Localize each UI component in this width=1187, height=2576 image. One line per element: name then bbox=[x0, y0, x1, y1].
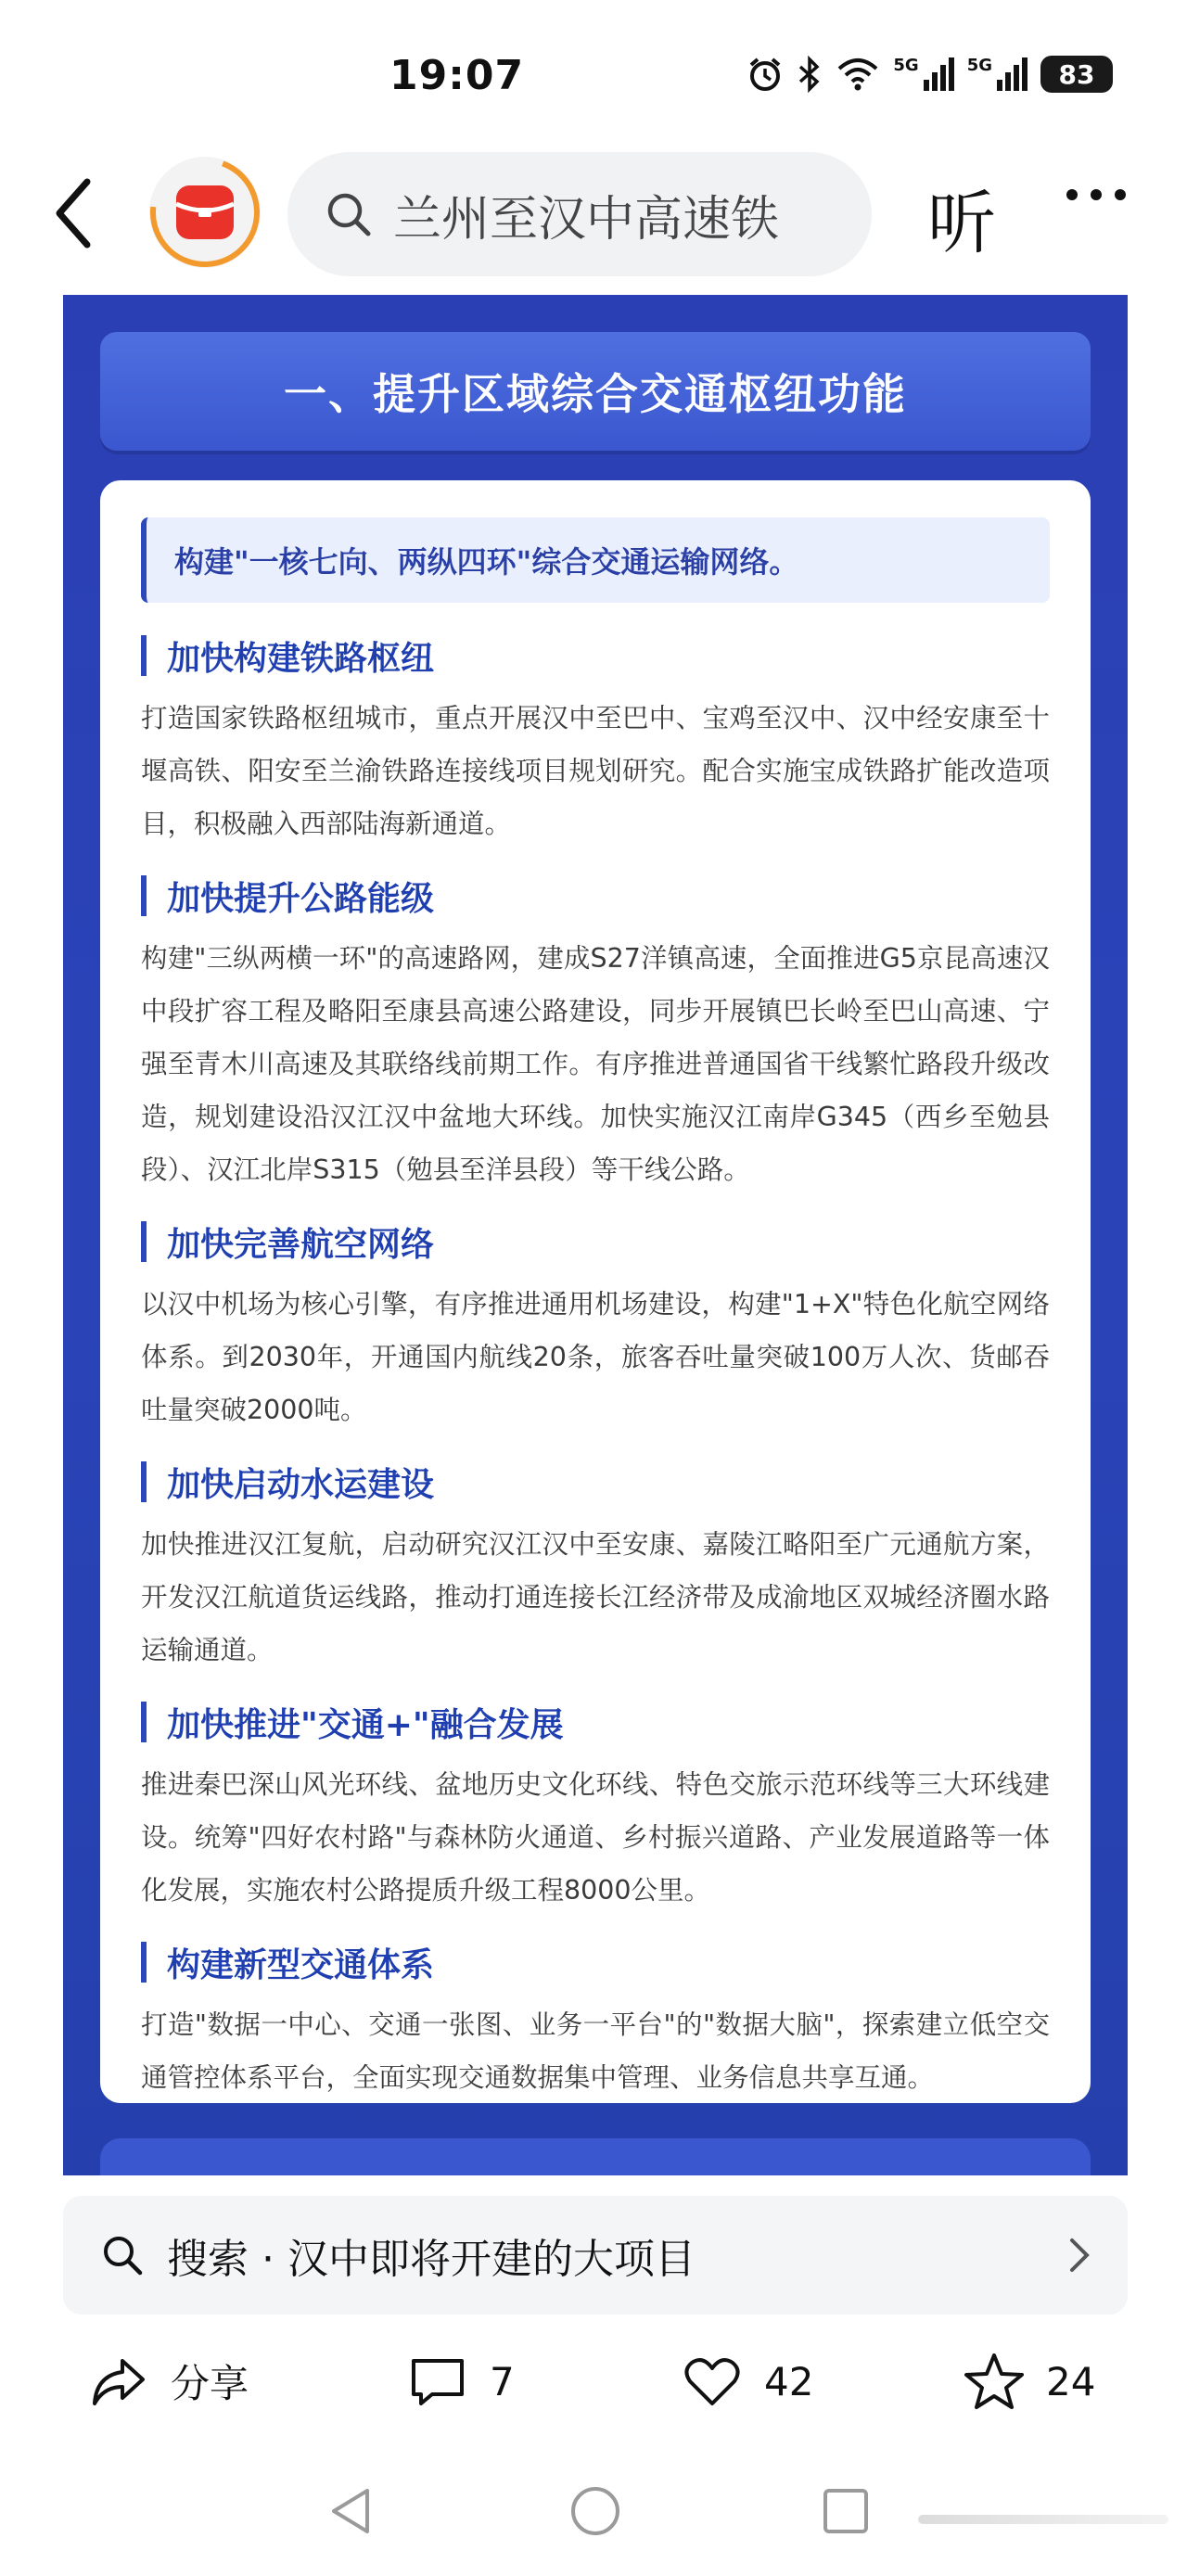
search-icon bbox=[325, 190, 373, 238]
listen-button[interactable]: 听 bbox=[927, 184, 996, 263]
subsection-text: 推进秦巴深山风光环线、盆地历史文化环线、特色交旅示范环线等三大环线建设。统筹"四好农村路"与森林防火通道、乡村振兴道路、产业发展道路等一体化发展，实施农村公路提质升级工程8000公里。 bbox=[141, 1769, 1050, 1906]
heart-icon bbox=[683, 2352, 742, 2411]
status-bar bbox=[0, 0, 1187, 148]
subsection-text: 打造"数据一中心、交通一张图、业务一平台"的"数据大脑"，探索建立低空交通管控体系平台，全面实现交通数据集中管理、业务信息共享互通。 bbox=[141, 2009, 1050, 2093]
nav-back-icon[interactable] bbox=[326, 2483, 375, 2539]
comment-button[interactable] bbox=[408, 2352, 515, 2411]
article-image[interactable] bbox=[63, 295, 1128, 2175]
subsection-text: 以汉中机场为核心引擎，有序推进通用机场建设，构建"1+X"特色化航空网络体系。到2030年，开通国内航线20条，旅客吞吐量突破100万人次、货邮吞吐量突破2000吨。 bbox=[141, 1289, 1050, 1425]
search-query: 兰州至汉中高速铁 bbox=[393, 191, 780, 248]
star-icon bbox=[964, 2352, 1024, 2411]
bluetooth-icon bbox=[797, 56, 823, 93]
subsection-text: 打造国家铁路枢纽城市，重点开展汉中至巴中、宝鸡至汉中、汉中经安康至十堰高铁、阳安至兰渝铁路连接线项目规划研究。配合实施宝成铁路扩能改造项目，积极融入西部陆海新通道。 bbox=[141, 703, 1050, 839]
wifi-icon bbox=[836, 56, 880, 93]
app-logo-icon bbox=[147, 154, 263, 271]
related-search-bar[interactable] bbox=[63, 2196, 1128, 2315]
subsection-text: 加快推进汉江复航，启动研究汉江汉中至安康、嘉陵江略阳至广元通航方案，开发汉江航道货运线路，推动打通连接长江经济带及成渝地区双城经济圈水路运输通道。 bbox=[141, 1529, 1050, 1665]
subsection-heading: 构建新型交通体系 bbox=[141, 1932, 1050, 1993]
share-button[interactable] bbox=[89, 2352, 249, 2411]
subsection-heading: 加快推进"交通+"融合发展 bbox=[141, 1691, 1050, 1753]
home-indicator bbox=[918, 2515, 1168, 2524]
favorite-button[interactable] bbox=[964, 2352, 1095, 2411]
share-icon bbox=[89, 2352, 148, 2411]
next-card-peek bbox=[100, 2138, 1091, 2175]
status-icons bbox=[747, 56, 1113, 93]
top-nav bbox=[0, 148, 1187, 278]
like-button[interactable] bbox=[683, 2352, 813, 2411]
back-arrow-icon bbox=[46, 176, 111, 250]
action-bar bbox=[0, 2337, 1187, 2429]
search-bar[interactable] bbox=[287, 152, 872, 276]
subsection-heading: 加快完善航空网络 bbox=[141, 1211, 1050, 1272]
related-search-label: 搜索 · 汉中即将开建的大项目 bbox=[167, 2236, 696, 2283]
comment-icon bbox=[408, 2352, 467, 2411]
app-logo[interactable] bbox=[147, 154, 263, 271]
chevron-right-icon bbox=[1068, 2237, 1091, 2274]
subsection-text: 构建"三纵两横一环"的高速路网，建成S27洋镇高速，全面推进G5京昆高速汉中段扩容工程及略阳至康县高速公路建设，同步开展镇巴长岭至巴山高速、宁强至青木川高速及其联络线前期工作。有序推进普通国省干线繁忙路段升级改造，规划建设沿汉江汉中盆地大环线。加快实施汉江南岸G345（西乡至勉县段）、汉江北岸S315（勉县至洋县段）等干线公路。 bbox=[141, 943, 1050, 1185]
like-count: 42 bbox=[764, 2358, 814, 2404]
subsection-heading: 加快提升公路能级 bbox=[141, 865, 1050, 926]
signal-label: 5G bbox=[893, 56, 919, 75]
share-label: 分享 bbox=[171, 2361, 249, 2406]
content-card bbox=[100, 480, 1091, 2103]
intro-box: 构建"一核七向、两纵四环"综合交通运输网络。 bbox=[141, 517, 1050, 603]
subsection-heading: 加快启动水运建设 bbox=[141, 1451, 1050, 1512]
section-title: 一、提升区域综合交通枢纽功能 bbox=[100, 332, 1091, 451]
signal-label: 5G bbox=[966, 56, 992, 75]
more-dots-icon[interactable] bbox=[1066, 189, 1126, 200]
nav-recents-icon[interactable] bbox=[820, 2483, 872, 2539]
subsection-heading: 加快构建铁路枢纽 bbox=[141, 625, 1050, 686]
back-button[interactable] bbox=[46, 176, 111, 250]
status-time: 19:07 bbox=[389, 52, 525, 99]
comment-count: 7 bbox=[490, 2358, 515, 2404]
battery-icon: 83 bbox=[1040, 56, 1113, 93]
signal-icon bbox=[967, 57, 1027, 91]
signal-icon bbox=[893, 57, 953, 91]
search-icon bbox=[100, 2233, 145, 2277]
favorite-count: 24 bbox=[1046, 2358, 1096, 2404]
system-nav-bar bbox=[0, 2467, 1187, 2576]
alarm-icon bbox=[747, 56, 784, 93]
nav-home-icon[interactable] bbox=[568, 2483, 623, 2539]
